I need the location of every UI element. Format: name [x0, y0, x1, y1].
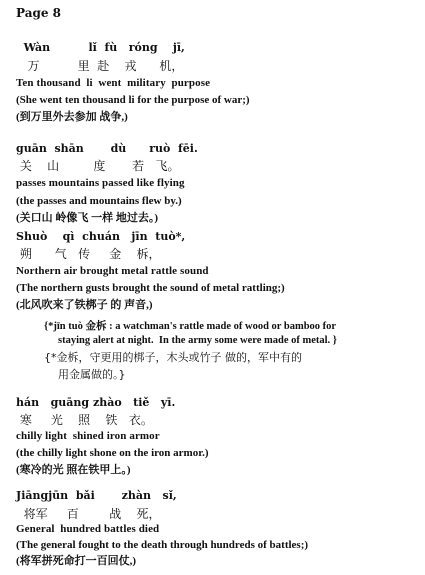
paraphrase-line: (She went ten thousand li for the purpose of war;)	[16, 94, 250, 106]
paraphrase-line: (the passes and mountains flew by.)	[16, 195, 182, 207]
hanzi-line: 将军 百 战 死，	[16, 507, 161, 521]
hanzi-line: 寒 光 照 铁 衣。	[16, 413, 153, 427]
paraphrase-line: (The general fought to the death through hundreds of battles;)	[16, 539, 309, 551]
hanzi-line: 关 山 度 若 飞。	[16, 159, 180, 173]
footnote-english-line-2: staying alert at night. In the army some were made of metal. }	[58, 335, 337, 346]
paraphrase-line: (The northern gusts brought the sound of metal rattling;)	[16, 282, 285, 294]
page-title: Page 8	[16, 6, 62, 20]
pinyin-line: Shuò qì chuán jīn tuò*,	[16, 230, 186, 243]
chinese-translation-line: (关口山 岭像飞 一样 地过去。)	[16, 212, 159, 224]
pinyin-line: Jiāngjūn bǎi zhàn sǐ,	[16, 489, 177, 502]
footnote-chinese-line-2: 用金属做的。}	[58, 368, 126, 381]
chinese-translation-line: (寒冷的光 照在铁甲上。)	[16, 464, 131, 476]
literal-line: Ten thousand li went military purpose	[16, 77, 211, 89]
hanzi-line: 万 里 赴 戎 机，	[16, 59, 184, 73]
paraphrase-line: (the chilly light shone on the iron armor.)	[16, 447, 209, 459]
pinyin-line: guān shān dù ruò fēi.	[16, 142, 198, 155]
footnote-english-line-1: {*jīn tuò 金柝 : a watchman's rattle made of wood or bamboo for	[44, 321, 337, 332]
chinese-translation-line: (北风吹来了铁梆子 的 声音,)	[16, 299, 153, 311]
pinyin-line: hán guāng zhào tiě yī.	[16, 396, 176, 409]
chinese-translation-line: (到万里外去参加 战争,)	[16, 111, 128, 123]
chinese-translation-line: (将军拼死命打一百回仗,)	[16, 555, 137, 567]
pinyin-line: Wàn lǐ fù róng jī,	[16, 41, 185, 54]
hanzi-line: 朔 气 传 金 柝，	[16, 247, 161, 261]
literal-line: chilly light shined iron armor	[16, 430, 160, 442]
literal-line: Northern air brought metal rattle sound	[16, 265, 209, 277]
literal-line: passes mountains passed like flying	[16, 177, 185, 189]
footnote-chinese-line-1: {*金柝，守更用的梆子，木头或竹子 做的，军中有的	[44, 351, 302, 364]
literal-line: General hundred battles died	[16, 523, 160, 535]
